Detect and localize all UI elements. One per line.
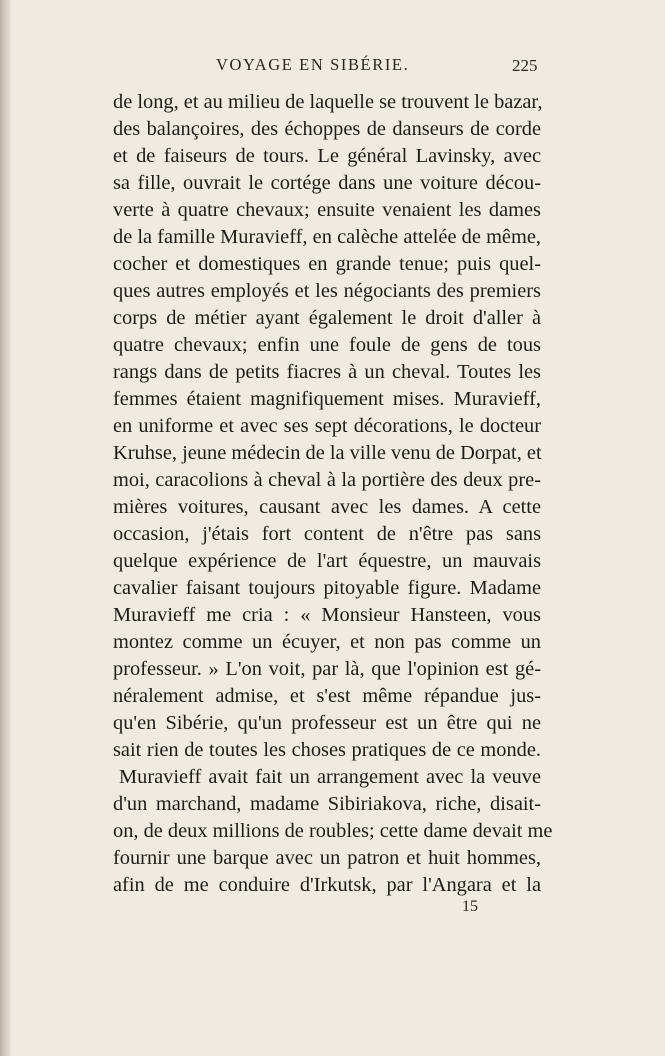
text-line-21: montez comme un écuyer, et non pas comme un	[113, 631, 541, 653]
text-line-7: cocher et domestiques en grande tenue; puis quel-	[113, 253, 541, 275]
running-title: VOYAGE EN SIBÉRIE.	[216, 55, 410, 74]
text-line-18: quelque expérience de l'art équestre, un mauvais	[113, 550, 541, 572]
page-number: 225	[512, 56, 538, 75]
text-line-16: mières voitures, causant avec les dames. A cette	[113, 496, 541, 518]
text-line-11: rangs dans de petits fiacres à un cheval. Toutes les	[113, 361, 541, 383]
text-line-1: de long, et au milieu de laquelle se trouvent le bazar,	[113, 91, 543, 113]
text-line-29: fournir une barque avec un patron et huit hommes,	[113, 847, 541, 869]
signature-mark: 15	[462, 898, 478, 915]
page-gutter-shadow	[0, 0, 10, 1056]
text-line-22: professeur. » L'on voit, par là, que l'opinion est gé-	[113, 658, 541, 680]
text-line-28: on, de deux millions de roubles; cette dame devait me	[113, 820, 553, 842]
text-line-14: Kruhse, jeune médecin de la ville venu de Dorpat, et	[113, 442, 542, 464]
text-line-4: sa fille, ouvrait le cortége dans une voiture décou-	[113, 172, 541, 194]
text-line-23: néralement admise, et s'est même répandue jus-	[113, 685, 541, 707]
text-line-26: Muravieff avait fait un arrangement avec la veuve	[119, 766, 541, 788]
text-line-9: corps de métier ayant également le droit d'aller à	[113, 307, 541, 329]
text-line-3: et de faiseurs de tours. Le général Lavinsky, avec	[113, 145, 541, 167]
text-line-8: ques autres employés et les négociants des premiers	[113, 280, 541, 302]
text-line-19: cavalier faisant toujours pitoyable figure. Madame	[113, 577, 541, 599]
text-line-10: quatre chevaux; enfin une foule de gens de tous	[113, 334, 541, 356]
text-line-20: Muravieff me cria : « Monsieur Hansteen, vous	[113, 604, 541, 626]
text-line-2: des balançoires, des échoppes de danseurs de corde	[113, 118, 541, 140]
text-line-24: qu'en Sibérie, qu'un professeur est un être qui ne	[113, 712, 541, 734]
text-line-25: sait rien de toutes les choses pratiques de ce monde.	[113, 739, 541, 761]
text-line-13: en uniforme et avec ses sept décorations, le docteur	[113, 415, 541, 437]
text-line-15: moi, caracolions à cheval à la portière des deux pre-	[113, 469, 541, 491]
text-line-12: femmes étaient magnifiquement mises. Muravieff,	[113, 388, 541, 410]
text-line-5: verte à quatre chevaux; ensuite venaient les dames	[113, 199, 541, 221]
text-line-17: occasion, j'étais fort content de n'être pas sans	[113, 523, 541, 545]
text-line-30: afin de me conduire d'Irkutsk, par l'Angara et la	[113, 874, 541, 896]
text-line-6: de la famille Muravieff, en calèche attelée de même,	[113, 226, 541, 248]
text-line-27: d'un marchand, madame Sibiriakova, riche, disait-	[113, 793, 541, 815]
